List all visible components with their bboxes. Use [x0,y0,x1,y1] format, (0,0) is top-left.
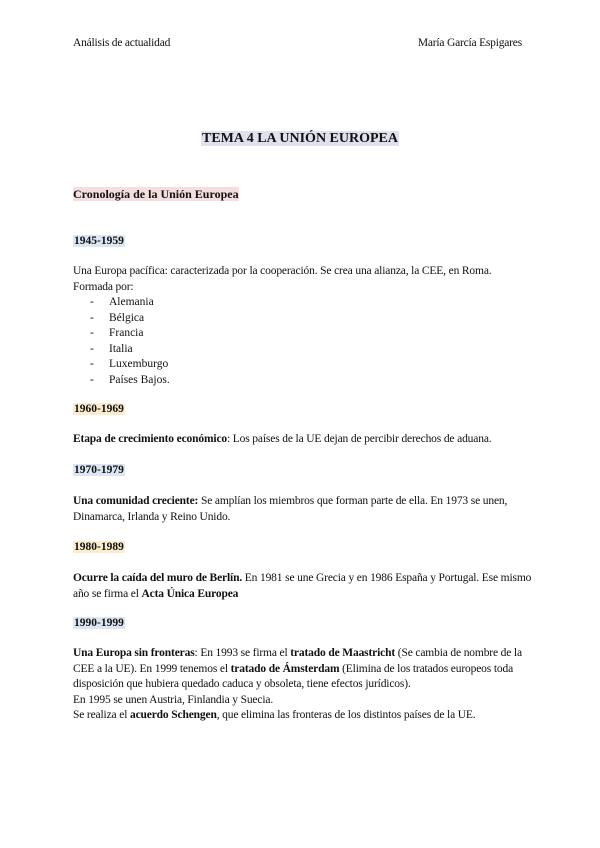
paragraph-text: (Se cambia de nombre de la CEE a la UE). En 1999 tenemos el [73,647,522,675]
country-name: Italia [109,342,133,355]
bold-phrase: Una comunidad creciente: [73,495,199,507]
period-heading-1960 [73,403,125,415]
country-name: Alemania [109,296,154,308]
period-label: 1960-1969 [74,403,124,415]
paragraph-1990 [73,646,533,724]
bullet-dash: - [90,342,94,355]
bold-phrase: acuerdo Schengen [129,709,217,722]
section-heading [73,187,239,202]
paragraph-text: En 1981 se une Grecia y en 1986 España y Portugal. Ese mismo año se firma el [73,572,532,600]
header-author: María García Espigares [417,37,522,49]
country-list [90,295,170,389]
header-subject: Análisis de actualidad [73,37,171,49]
period-label: 1970-1979 [74,464,124,476]
paragraph-text: Se realiza el [73,709,130,722]
list-item [90,326,170,342]
list-item [90,357,170,373]
section-heading-text: Cronología de la Unión Europea [73,187,239,201]
page-title-text: TEMA 4 LA UNIÓN EUROPEA [201,131,399,146]
bold-phrase: Ocurre la caída del muro de Berlín. [73,572,243,584]
period-label: 1945-1959 [74,235,124,247]
country-name: Bélgica [109,311,145,324]
paragraph-block [73,646,533,693]
paragraph-text: : Los países de la UE dejan de percibir derechos de aduana. [227,433,492,445]
country-name: Países Bajos. [109,373,170,386]
paragraph-line: Formada por: [73,280,134,293]
paragraph-text: (Elimina de los tratados europeos toda disposición que hubiera quedado caduca y obsoleta, tiene efectos jurídicos). [73,662,514,691]
paragraph-text: Se amplían los miembros que forman parte de ella. En 1973 se unen, Dinamarca, Irlanda y Reino Unido. [73,495,508,523]
paragraph-1980 [73,571,533,602]
period-heading-1980 [73,541,125,553]
period-label: 1980-1989 [74,541,124,553]
period-heading-1990 [73,617,125,629]
list-item [90,295,170,311]
bold-phrase: Una Europa sin fronteras [73,647,195,659]
bold-phrase: tratado de Maastricht [290,647,396,659]
list-item [90,342,170,358]
period-label: 1990-1999 [74,617,124,629]
bold-phrase: tratado de Ámsterdam [230,662,340,675]
period-heading-1945 [73,235,125,247]
bullet-dash: - [90,358,94,371]
country-name: Luxemburgo [109,358,169,371]
list-item [90,311,170,327]
paragraph-line [73,708,533,724]
bullet-dash: - [90,373,94,386]
bold-phrase: Acta Única Europea [141,587,239,600]
period-heading-1970 [73,464,125,476]
paragraph-1970 [73,494,533,525]
paragraph-line: En 1995 se unen Austria, Finlandia y Suecia. [73,693,274,706]
page-title [0,131,600,147]
bullet-dash: - [90,296,94,308]
bullet-dash: - [90,327,94,340]
country-name: Francia [109,327,144,340]
paragraph-1945 [73,264,533,295]
paragraph-text: , que elimina las fronteras de los distintos países de la UE. [216,709,476,722]
paragraph-text: : En 1993 se firma el [194,647,291,659]
bullet-dash: - [90,311,94,324]
paragraph-1960 [73,432,533,448]
bold-phrase: Etapa de crecimiento económico [73,433,228,445]
list-item [90,373,170,389]
paragraph-line: Una Europa pacífica: caracterizada por la cooperación. Se crea una alianza, la CEE, en Roma. [73,265,492,277]
